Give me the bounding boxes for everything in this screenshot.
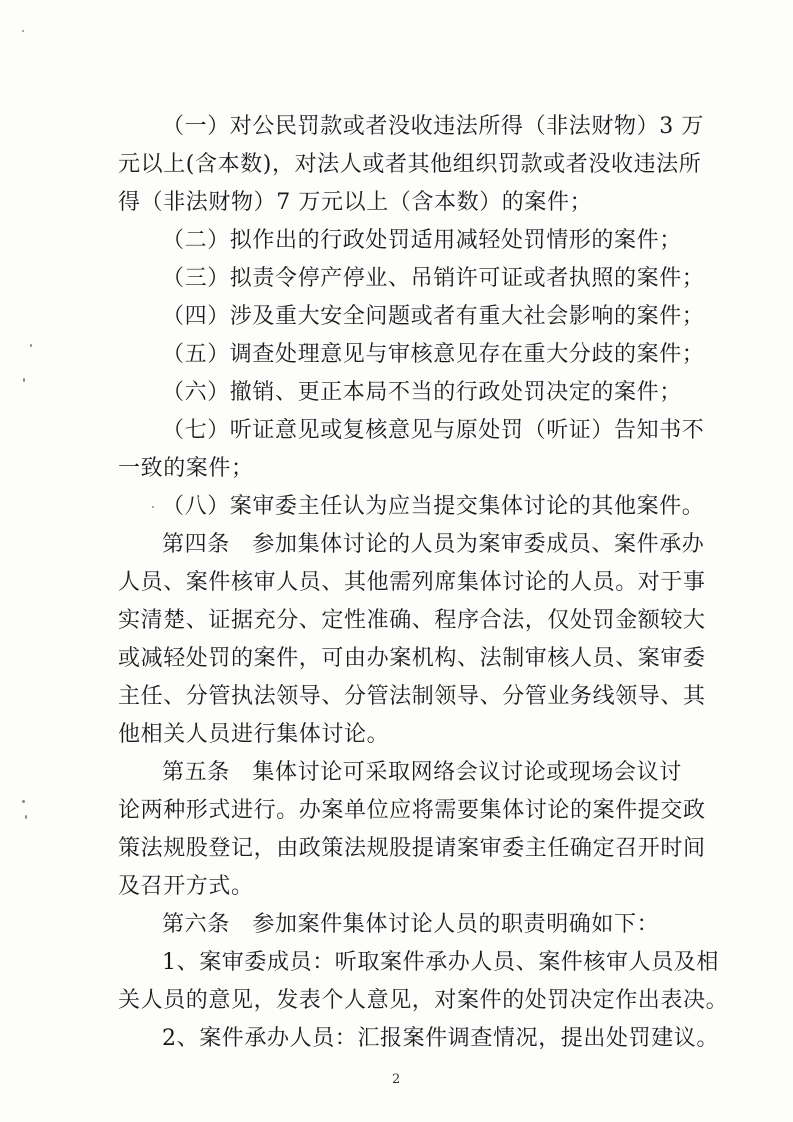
text-line: 及召开方式。 (118, 874, 254, 899)
text-line: 得（非法财物）7 万元以上（含本数）的案件； (118, 190, 593, 215)
text-line: （七）听证意见或复核意见与原处罚（听证）告知书不 (162, 418, 705, 443)
text-line: 主任、分管执法领导、分管法制领导、分管业务线领导、其 (118, 684, 706, 709)
text-line: （四）涉及重大安全问题或者有重大社会影响的案件； (162, 304, 705, 329)
text-line: 人员、案件核审人员、其他需列席集体讨论的人员。对于事 (118, 570, 706, 595)
text-line: 一致的案件； (118, 456, 254, 481)
text-line: （一）对公民罚款或者没收违法所得（非法财物）3 万 (162, 114, 704, 139)
text-line: 实清楚、证据充分、定性准确、程序合法，仅处罚金额较大 (118, 608, 706, 633)
text-line: （二）拟作出的行政处罚适用减轻处罚情形的案件； (162, 228, 682, 253)
scan-speck (22, 800, 25, 803)
text-line: （八）案审委主任认为应当提交集体讨论的其他案件。 (162, 494, 705, 519)
scan-speck (25, 815, 27, 819)
text-line: 论两种形式进行。办案单位应将需要集体讨论的案件提交政 (118, 798, 706, 823)
scan-speck (30, 344, 32, 347)
scan-speck (152, 506, 154, 508)
text-line: （三）拟责令停产停业、吊销许可证或者执照的案件； (162, 266, 705, 291)
text-line: 元以上(含本数)，对法人或者其他组织罚款或者没收违法所 (118, 152, 702, 177)
text-line: 他相关人员进行集体讨论。 (118, 722, 390, 747)
text-line: 2、案件承办人员：汇报案件调查情况，提出处罚建议。 (162, 1026, 719, 1051)
text-line: （五）调查处理意见与审核意见存在重大分歧的案件； (162, 342, 705, 367)
article-heading-line: 第五条 集体讨论可采取网络会议讨论或现场会议讨 (162, 760, 682, 785)
article-heading-line: 第四条 参加集体讨论的人员为案审委成员、案件承办 (162, 532, 705, 557)
article-heading-line: 第六条 参加案件集体讨论人员的职责明确如下： (162, 912, 660, 937)
page-number: 2 (392, 1072, 401, 1087)
text-line: 策法规股登记，由政策法规股提请案审委主任确定召开时间 (118, 836, 706, 861)
text-line: 关人员的意见，发表个人意见，对案件的处罚决定作出表决。 (118, 988, 729, 1013)
scan-speck (23, 378, 25, 382)
text-line: 1、案审委成员：听取案件承办人员、案件核审人员及相 (162, 950, 719, 975)
text-line: 或减轻处罚的案件，可由办案机构、法制审核人员、案审委 (118, 646, 706, 671)
text-line: （六）撤销、更正本局不当的行政处罚决定的案件； (162, 380, 682, 405)
scan-speck (22, 30, 24, 32)
